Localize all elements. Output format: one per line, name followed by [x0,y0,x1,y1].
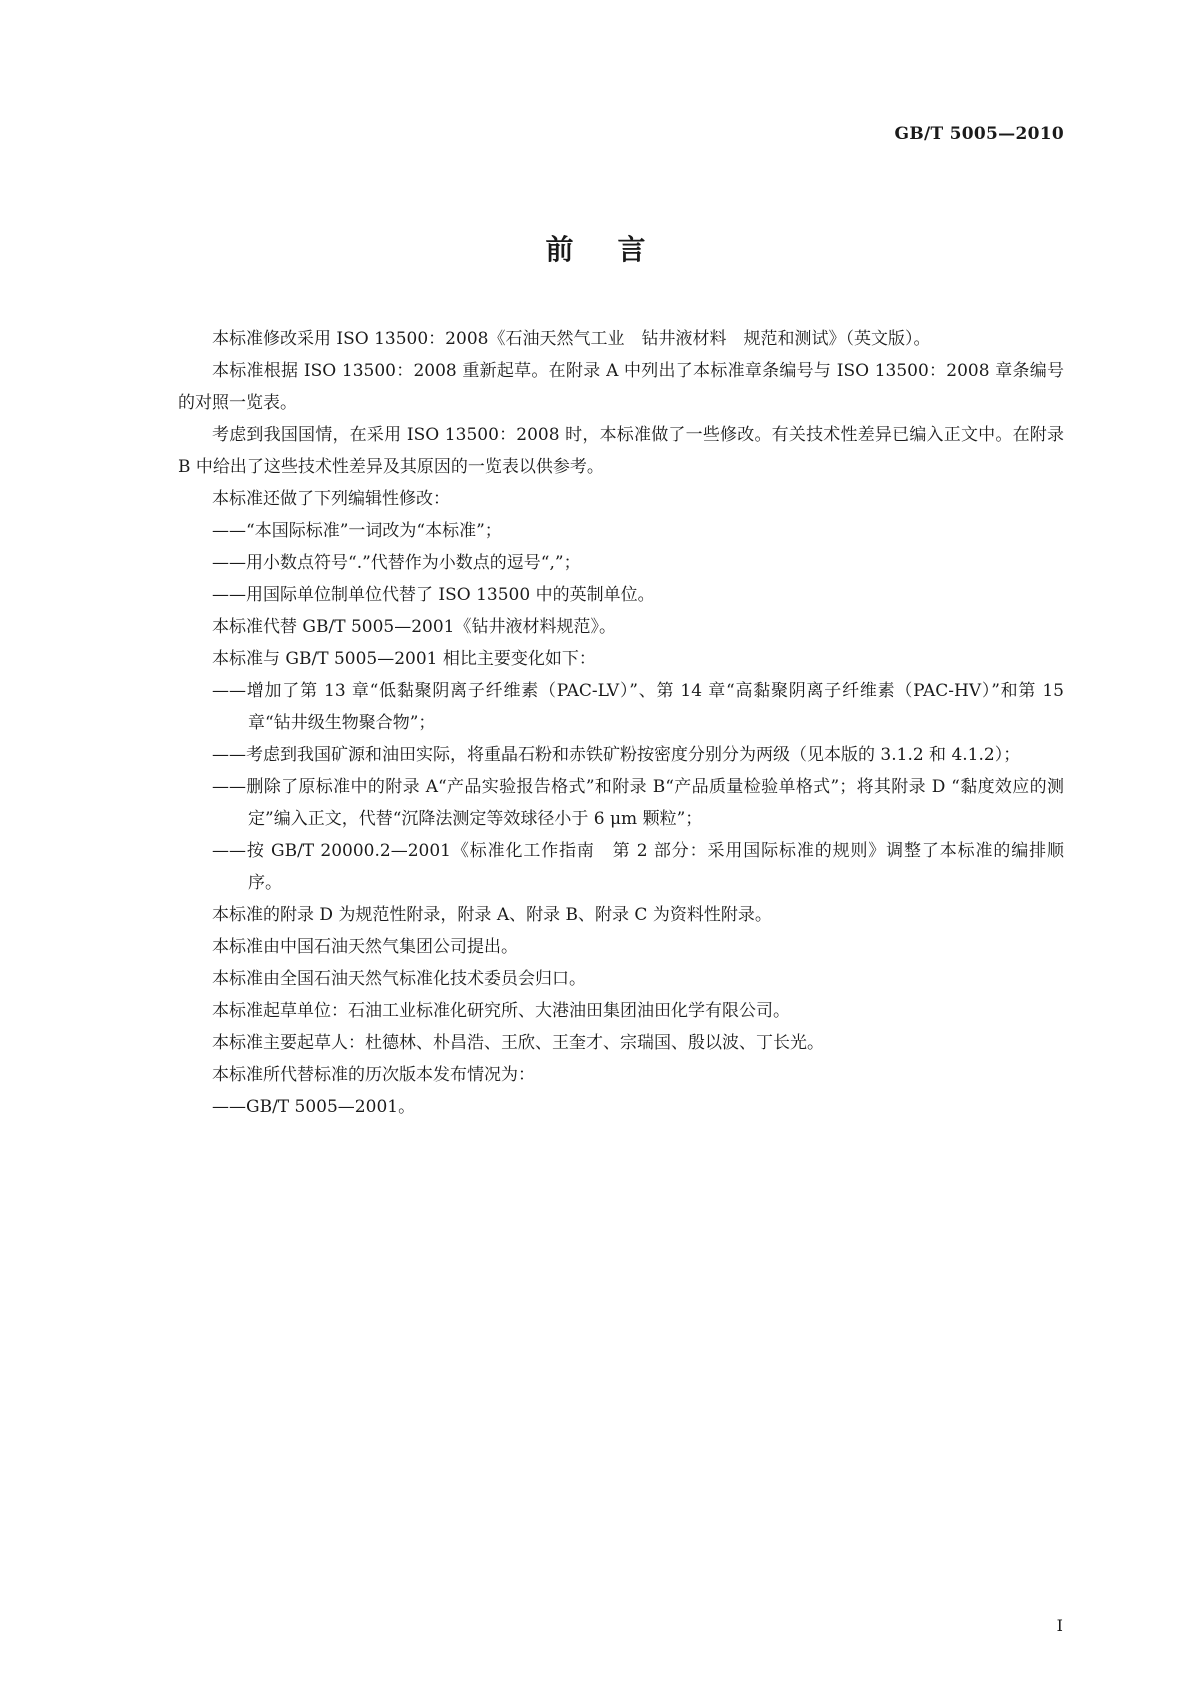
paragraph-history-intro: 本标准所代替标准的历次版本发布情况为： [212,1065,535,1085]
list-item-history-1: ——GB/T 5005—2001。 [212,1097,416,1117]
paragraph-replaces: 本标准代替 GB/T 5005—2001《钻井液材料规范》。 [212,617,616,637]
standard-code: GB/T 5005—2010 [894,124,1064,144]
paragraph-technical-differences: 考虑到我国国情，在采用 ISO 13500：2008 时，本标准做了一些修改。有关技术性差异已编入正文中。在附录 B 中给出了这些技术性差异及其原因的一览表以供参考。 [178,425,1064,477]
page-number: I [1056,1616,1063,1635]
paragraph-adoption: 本标准修改采用 ISO 13500：2008《石油天然气工业 钻井液材料 规范和测试》（英文版）。 [212,329,931,349]
paragraph-proposed-by: 本标准由中国石油天然气集团公司提出。 [212,937,518,957]
foreword-body [178,323,1064,1123]
list-item-change-4 [178,835,1064,899]
list-item-change-2-text: ——考虑到我国矿源和油田实际，将重晶石粉和赤铁矿粉按密度分别分为两级（见本版的 3.1.2 和 4.1.2）； [212,745,1021,765]
list-item-change-4-text: ——按 GB/T 20000.2—2001《标准化工作指南 第 2 部分：采用国际标准的规则》调整了本标准的编排顺序。 [212,841,1064,893]
paragraph-annexes: 本标准的附录 D 为规范性附录，附录 A、附录 B、附录 C 为资料性附录。 [212,905,772,925]
list-item-change-3-text: ——删除了原标准中的附录 A“产品实验报告格式”和附录 B“产品质量检验单格式”；将其附录 D “黏度效应的测定”编入正文，代替“沉降法测定等效球径小于 6 μm 颗粒”； [212,777,1064,829]
list-item-change-1-text: ——增加了第 13 章“低黏聚阴离子纤维素（PAC-LV）”、第 14 章“高黏聚阴离子纤维素（PAC-HV）”和第 15 章“钻井级生物聚合物”； [212,681,1064,733]
list-item-change-3 [178,771,1064,835]
paragraph-under-jurisdiction: 本标准由全国石油天然气标准化技术委员会归口。 [212,969,586,989]
page-title: 前言 [545,233,690,266]
paragraph-drafters: 本标准主要起草人：杜德林、朴昌浩、王欣、王奎才、宗瑞国、殷以波、丁长光。 [212,1033,824,1053]
paragraph-editorial-intro: 本标准还做了下列编辑性修改： [212,489,450,509]
paragraph-drafting-units: 本标准起草单位：石油工业标准化研究所、大港油田集团油田化学有限公司。 [212,1001,790,1021]
list-item-editorial-1: ——“本国际标准”一词改为“本标准”； [212,521,502,541]
list-item-editorial-2: ——用小数点符号“.”代替作为小数点的逗号“,”； [212,553,581,573]
list-item-editorial-3: ——用国际单位制单位代替了 ISO 13500 中的英制单位。 [212,585,655,605]
paragraph-redrafting: 本标准根据 ISO 13500：2008 重新起草。在附录 A 中列出了本标准章条编号与 ISO 13500：2008 章条编号的对照一览表。 [178,361,1064,413]
list-item-change-2 [178,739,1064,771]
list-item-change-1 [178,675,1064,739]
paragraph-changes-intro: 本标准与 GB/T 5005—2001 相比主要变化如下： [212,649,596,669]
